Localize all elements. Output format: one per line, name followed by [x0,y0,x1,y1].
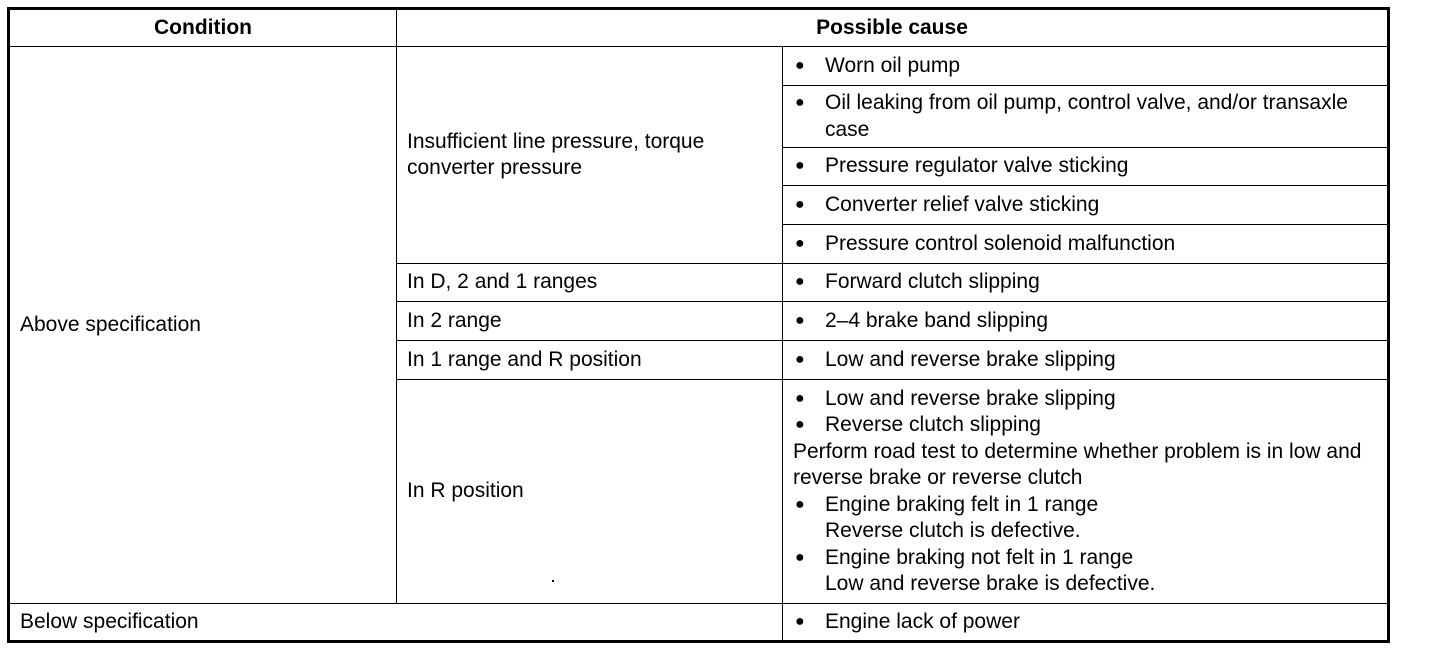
insufficient-pressure-label: Insufficient line pressure, torque converter pressure [407,129,705,179]
bullet-icon: ● [795,389,805,407]
1-range-r-position-cell: In 1 range and R position [397,341,783,380]
bullet-icon: ● [795,495,805,513]
bullet-icon: ● [795,548,805,566]
above-specification-cell: Above specification [9,47,397,604]
possible-cause-header: Possible cause [397,9,1389,47]
bullet-icon: ● [795,350,805,368]
cause-forward-clutch: ● Forward clutch slipping [783,264,1389,302]
stray-dot [552,580,554,582]
bullet-icon: ● [795,234,805,252]
cause-2-4-brake-band: ● 2–4 brake band slipping [783,302,1389,341]
r-position-cell: In R position [397,380,783,604]
insufficient-pressure-cell [397,47,783,264]
condition-header: Condition [9,9,397,47]
bullet-icon: ● [795,157,805,175]
bullet-icon: ● [795,56,805,74]
diagnosis-table [7,7,1390,643]
below-specification-cell: Below specification [9,604,783,642]
road-test-note: Perform road test to determine whether problem is in low and reverse brake or reverse clutch [793,439,1362,489]
bullet-icon: ● [795,195,805,213]
result-reverse-clutch: Reverse clutch is defective. [825,519,1081,542]
cause-converter-relief: ● Converter relief valve sticking [783,186,1389,225]
cause-worn-oil-pump: ● Worn oil pump [783,47,1389,86]
cause-low-reverse-brake: ● Low and reverse brake slipping [783,341,1389,380]
result-low-reverse-brake: Low and reverse brake is defective. [825,572,1156,595]
bullet-icon: ● [795,612,805,630]
cause-pressure-regulator: ● Pressure regulator valve sticking [783,148,1389,186]
bullet-icon: ● [795,273,805,291]
cause-oil-leaking: ● Oil leaking from oil pump, control valve, and/or transaxle case [783,86,1389,148]
bullet-icon: ● [795,94,805,111]
r-position-causes: ● Low and reverse brake slipping ● Reverse clutch slipping Perform road test to determine whether problem is in low and reverse brake or reverse clutch ● Engine braking felt in 1 range Reverse clutch is defective. ● Engine braking not felt in 1 range Low and reverse brake is defective. [783,380,1389,604]
bullet-icon: ● [795,311,805,329]
cause-pressure-control-solenoid: ● Pressure control solenoid malfunction [783,225,1389,264]
bullet-icon: ● [795,416,805,433]
cause-engine-lack-of-power: ● Engine lack of power [783,604,1389,642]
2-range-cell: In 2 range [397,302,783,341]
d-2-1-ranges-cell: In D, 2 and 1 ranges [397,264,783,302]
